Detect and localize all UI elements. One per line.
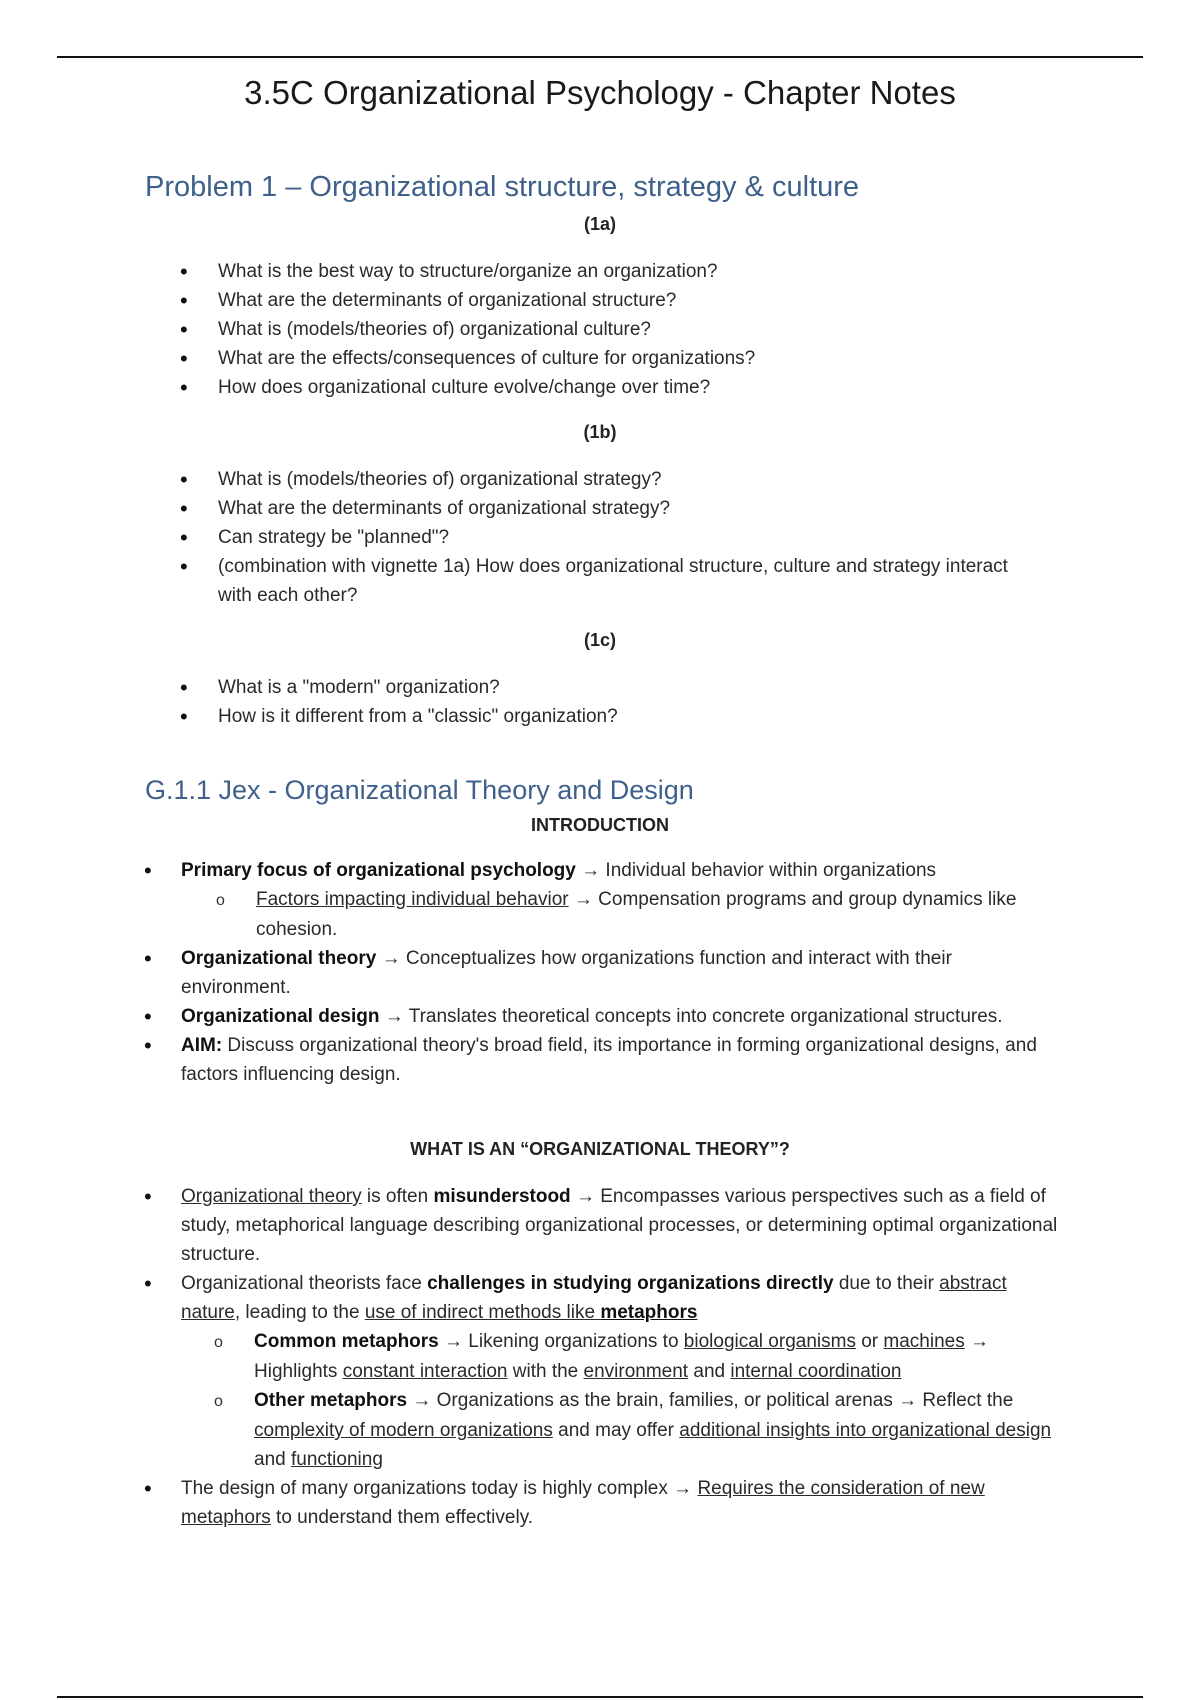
list-item: • Organizational design → Translates theoretical concepts into concrete organizational structures. — [144, 1004, 1003, 1029]
list-item: • What is the best way to structure/organize an organization? — [180, 259, 718, 284]
introduction-label: INTRODUCTION — [531, 815, 669, 835]
problem-1-heading: Problem 1 – Organizational structure, strategy & culture — [145, 171, 860, 203]
introduction-list — [144, 856, 1064, 1089]
top-rule — [57, 56, 1143, 58]
list-item: • Can strategy be "planned"? — [180, 525, 450, 550]
sub-list — [181, 885, 1064, 944]
list-item: • Organizational theorists face challenges in studying organizations directly due to their abstract nature, leading to the use of indirect methods like metaphors o Common metaphors → Likening organizations to biological organisms or machines → Highlights constant interaction with the environment and internal coordination o Other metaphors → Organizations as the brain, families, or political arenas → Reflect the complexity of modern organizations and may offer additional insights into organizational design and functioning — [144, 1269, 1064, 1474]
document-title: 3.5C Organizational Psychology - Chapter Notes — [244, 74, 956, 111]
list-item: • What are the determinants of organizational structure? — [180, 288, 677, 313]
sub-list-item: o Other metaphors → Organizations as the brain, families, or political arenas → Reflect the complexity of modern organizations and may offer additional insights into organizational design and functioning — [214, 1390, 1052, 1470]
list-item: • What are the effects/consequences of culture for organizations? — [180, 346, 756, 371]
bottom-rule — [57, 1696, 1143, 1698]
questions-1b — [180, 465, 1040, 610]
g11-heading: G.1.1 Jex - Organizational Theory and Design — [145, 775, 694, 805]
sub-list-item: o Common metaphors → Likening organizations to biological organisms or machines → Highlights constant interaction with the environment and internal coordination — [214, 1331, 990, 1382]
sub-list — [181, 1327, 1064, 1474]
list-item: • What is (models/theories of) organizational culture? — [180, 317, 651, 342]
list-item: • Organizational theory → Conceptualizes how organizations function and interact with their environment. — [144, 946, 952, 998]
questions-1a — [180, 257, 1040, 402]
what-is-list — [144, 1182, 1064, 1532]
section-1b-label: (1b) — [583, 422, 617, 442]
list-item: • The design of many organizations today is highly complex → Requires the consideration of new metaphors to understand them effectively. — [144, 1476, 985, 1528]
list-item: • What is a "modern" organization? — [180, 675, 500, 700]
what-is-label: WHAT IS AN “ORGANIZATIONAL THEORY”? — [410, 1139, 790, 1159]
list-item: • What is (models/theories of) organizational strategy? — [180, 467, 662, 492]
section-1c-label: (1c) — [583, 630, 616, 650]
section-1a-label: (1a) — [583, 214, 616, 234]
questions-1c — [180, 673, 1040, 731]
list-item: • AIM: Discuss organizational theory's broad field, its importance in forming organizational designs, and factors influencing design. — [144, 1033, 1037, 1085]
sub-list-item: o Factors impacting individual behavior → Compensation programs and group dynamics like cohesion. — [216, 889, 1017, 940]
list-item: • Organizational theory is often misunderstood → Encompasses various perspectives such as a field of study, metaphorical language describing organizational processes, or determining optimal organizational structure. — [144, 1184, 1058, 1265]
list-item: • How does organizational culture evolve/change over time? — [180, 375, 711, 400]
list-item: • Primary focus of organizational psychology → Individual behavior within organizations o Factors impacting individual behavior → Compensation programs and group dynamics like cohesion. — [144, 856, 1064, 944]
list-item: • (combination with vignette 1a) How does organizational structure, culture and strategy interact with each other? — [180, 554, 1008, 606]
list-item: • What are the determinants of organizational strategy? — [180, 496, 671, 521]
list-item: • How is it different from a "classic" organization? — [180, 704, 618, 729]
